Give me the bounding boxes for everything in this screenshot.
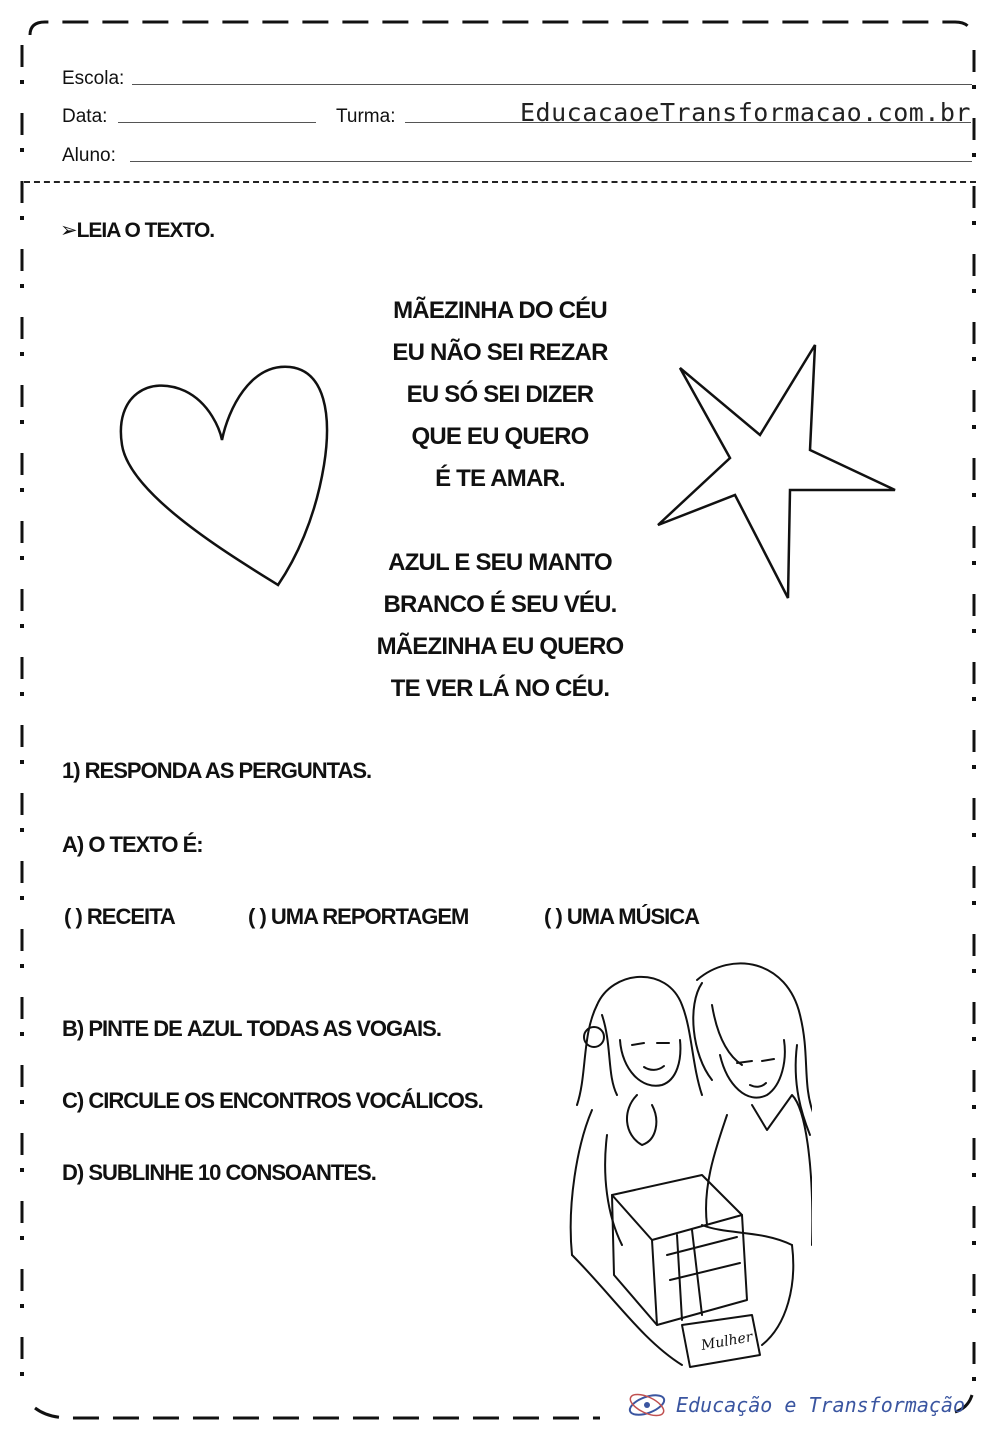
school-label: Escola: bbox=[62, 68, 125, 89]
poem-stanza-1 bbox=[340, 290, 660, 500]
question-b-target: VOGAIS bbox=[356, 1016, 436, 1041]
question-b-color: AZUL bbox=[186, 1016, 242, 1041]
question-b-suffix: . bbox=[435, 1016, 441, 1041]
question-1-heading: 1) RESPONDA AS PERGUNTAS. bbox=[62, 758, 372, 783]
card-tag-text: Mulher bbox=[699, 1329, 754, 1354]
student-label: Aluno: bbox=[62, 145, 116, 166]
poem-stanza-2 bbox=[340, 542, 660, 710]
heart-icon bbox=[110, 355, 340, 595]
brand-name: Educação e Transformação bbox=[676, 1393, 965, 1417]
website-watermark: EducacaoeTransformacao.com.br bbox=[520, 98, 971, 127]
poem-line: TE VER LÁ NO CÉU. bbox=[390, 675, 610, 702]
star-icon bbox=[650, 340, 900, 610]
date-field-line[interactable] bbox=[118, 122, 316, 123]
poem-line: AZUL E SEU MANTO bbox=[388, 549, 612, 576]
option-receita-checkbox[interactable]: ( ) RECEITA bbox=[64, 904, 175, 929]
poem-line: EU NÃO SEI REZAR bbox=[392, 339, 608, 366]
class-label: Turma: bbox=[336, 106, 396, 127]
question-b-mid: TODAS AS bbox=[241, 1016, 357, 1041]
instruction-heading: ➢LEIA O TEXTO. bbox=[60, 219, 215, 242]
mother-daughter-illustration bbox=[552, 945, 812, 1385]
question-b-prefix: B) PINTE DE bbox=[62, 1016, 187, 1041]
option-musica-checkbox[interactable]: ( ) UMA MÚSICA bbox=[544, 904, 700, 929]
poem-line: EU SÓ SEI DIZER bbox=[406, 381, 594, 408]
poem-line: É TE AMAR. bbox=[435, 465, 565, 492]
question-a: A) O TEXTO É: bbox=[62, 832, 203, 857]
question-d: D) SUBLINHE 10 CONSOANTES. bbox=[62, 1160, 376, 1185]
student-field-line[interactable] bbox=[130, 161, 972, 162]
question-c: C) CIRCULE OS ENCONTROS VOCÁLICOS. bbox=[62, 1088, 483, 1113]
header-separator bbox=[24, 181, 976, 183]
poem-line: MÃEZINHA EU QUERO bbox=[376, 633, 624, 660]
poem-line: BRANCO É SEU VÉU. bbox=[383, 591, 617, 618]
school-field-line[interactable] bbox=[132, 84, 972, 85]
poem-line: MÃEZINHA DO CÉU bbox=[393, 297, 607, 324]
question-b bbox=[62, 1016, 441, 1042]
date-label: Data: bbox=[62, 106, 108, 127]
brand-logo-icon bbox=[626, 1388, 668, 1422]
footer-brand bbox=[626, 1388, 965, 1422]
poem-line: QUE EU QUERO bbox=[411, 423, 589, 450]
option-reportagem-checkbox[interactable]: ( ) UMA REPORTAGEM bbox=[248, 904, 469, 929]
